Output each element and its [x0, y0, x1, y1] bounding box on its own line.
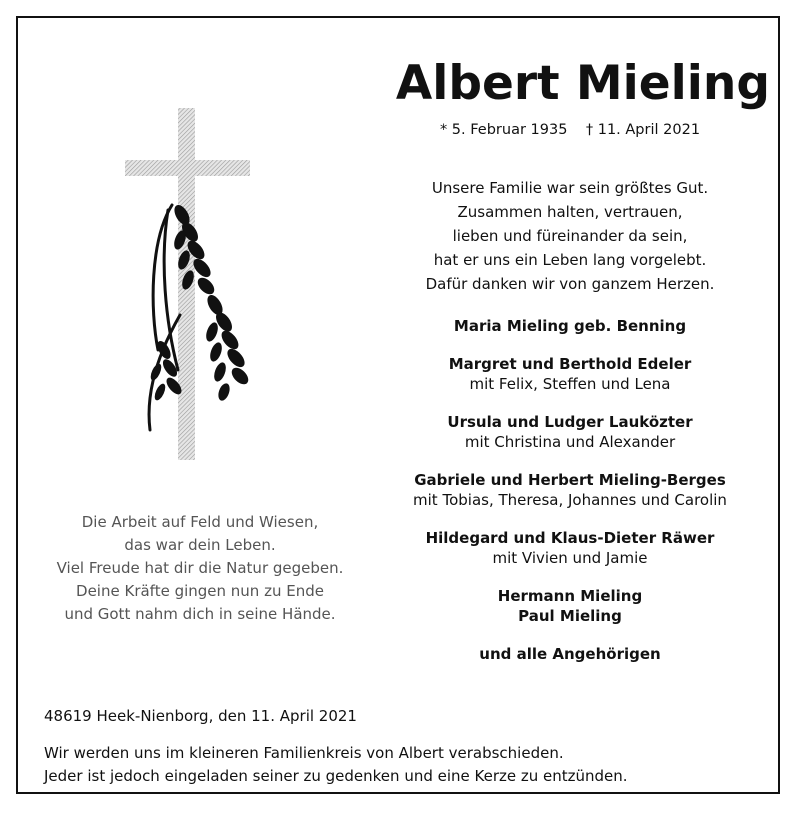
verse-line: Dafür danken wir von ganzem Herzen. [425, 275, 715, 293]
place-and-date: 48619 Heek-Nienborg, den 11. April 2021 [44, 707, 357, 725]
mourner-names: Margret und Berthold Edeler [448, 355, 692, 373]
mourner-names: Paul Mieling [518, 607, 622, 625]
life-dates [420, 122, 720, 138]
mourner-children: mit Felix, Steffen und Lena [469, 375, 671, 393]
closing-line: Jeder ist jedoch eingeladen seiner zu gedenken und eine Kerze zu entzünden. [44, 767, 628, 785]
verse-line: Viel Freude hat dir die Natur gegeben. [56, 559, 344, 577]
mourner-names: Gabriele und Herbert Mieling-Berges [414, 471, 726, 489]
mourners-list [390, 316, 750, 682]
mourner-names: Hermann Mieling [497, 587, 643, 605]
family-verse [400, 176, 740, 296]
verse-line: Deine Kräfte gingen nun zu Ende [76, 582, 324, 600]
cross-with-wheat-icon [120, 100, 280, 474]
verse-line: und Gott nahm dich in seine Hände. [64, 605, 336, 623]
mourner-group [390, 528, 750, 568]
verse-line: das war dein Leben. [124, 536, 276, 554]
mourner-children: mit Christina und Alexander [464, 433, 676, 451]
death-date: † 11. April 2021 [585, 122, 701, 138]
mourner-names: Hildegard und Klaus-Dieter Räwer [425, 529, 715, 547]
verse-line: Die Arbeit auf Feld und Wiesen, [81, 513, 319, 531]
verse-line: Unsere Familie war sein größtes Gut. [431, 179, 709, 197]
birth-date: * 5. Februar 1935 [439, 122, 568, 138]
mourner-names: Maria Mieling geb. Benning [453, 317, 687, 335]
verse-line: lieben und füreinander da sein, [452, 227, 688, 245]
verse-line: hat er uns ein Leben lang vorgelebt. [433, 251, 707, 269]
closing-note [44, 742, 628, 788]
mourner-group [390, 316, 750, 336]
mourner-group [390, 644, 750, 664]
deceased-name: Albert Mieling [395, 56, 770, 111]
mourner-group [390, 470, 750, 510]
closing-line: Wir werden uns im kleineren Familienkreis von Albert verabschieden. [44, 744, 564, 762]
mourner-group [390, 412, 750, 452]
nature-verse [40, 511, 360, 626]
verse-line: Zusammen halten, vertrauen, [457, 203, 683, 221]
mourner-group [390, 586, 750, 626]
mourner-group [390, 354, 750, 394]
mourner-names: und alle Angehörigen [479, 645, 661, 663]
mourner-names: Ursula und Ludger Lauközter [447, 413, 693, 431]
mourner-children: mit Vivien und Jamie [492, 549, 648, 567]
mourner-children: mit Tobias, Theresa, Johannes und Carolin [413, 491, 727, 509]
